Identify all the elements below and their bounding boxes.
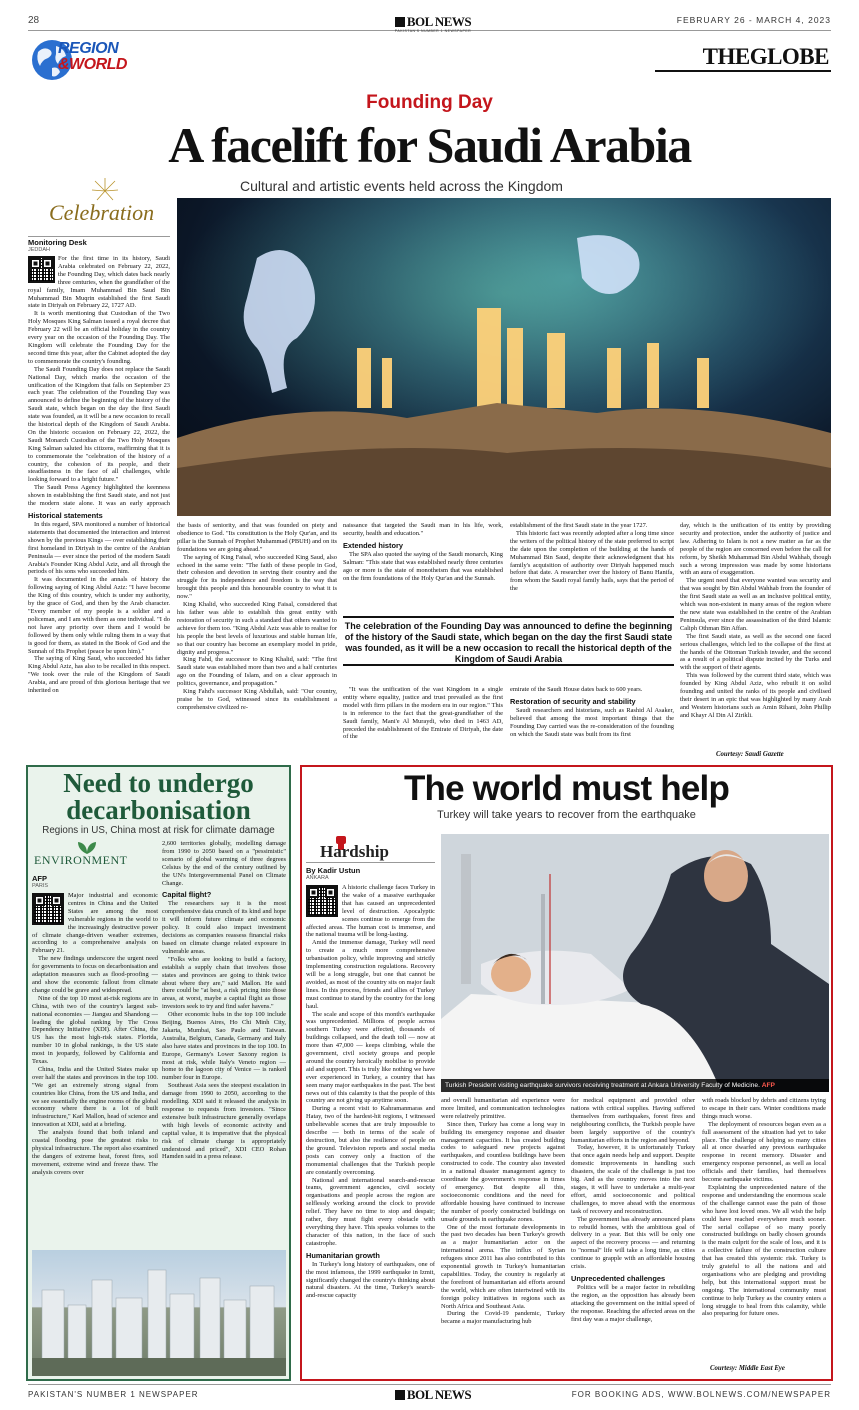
paragraph: The researchers say it is the most comprehensive data crunch of its kind and hope it will inform future climate and economic policy. It could also impact investment decisions as companies reassess financial risks based on climate change related exposure in vulnerable areas. xyxy=(162,900,286,955)
paragraph: Since then, Turkey has come a long way in building its emergency response and disaster management capacities. It has created building codes to safeguard new projects against earthquakes, and countless buildings have been constructed to code. The country also invested in a national disaster management agency to coordinate the government's response in times of emergency. But despite all this, socioeconomic conditions and the need for affordable housing have continued to increase the number of poorly constructed buildings on unsafe grounds in earthquake zones. xyxy=(441,1120,565,1223)
hardship-label: Hardship xyxy=(320,842,389,861)
story1-col2 xyxy=(177,522,337,762)
paragraph: The first Saudi state, as well as the second one faced serious challenges, which led to the collapse of the first at the hands of the Ottoman Turkish invader, and the second as a result of a political dispute incited by the Turks and with the support of their agents. xyxy=(680,632,831,672)
paragraph: Nine of the top 10 most at-risk regions are in China, with two of the country's largest sub-national economies — Jiangsu and Shandong — leading the global ranking by The Cross Dependency Initiative (XDI). After China, the US has the most high-risk states. Florida, number 10 in global rankings, is the US state most in jeopardy, followed by California and Texas. xyxy=(32,994,158,1066)
photo-caption: Turkish President visiting earthquake survivors receiving treatment at Ankara University Faculty of Medicine. xyxy=(445,1082,760,1089)
paragraph: the basis of seniority, and that was founded on piety and obedience to God. "Its constitution is the Holy Qur'an, and its pillar is the Sunnah of Prophet Muhammad (PBUH) and on its foundations we are going ahead." xyxy=(177,522,337,553)
footer-brand-name: BOL NEWS xyxy=(406,1387,472,1402)
paragraph: Saudi researchers and historians, such as Rashid Al Asaker, believed that among the most important things that the Founding Day carried was the re-consideration of the founding on which the Saudi state was built from its first xyxy=(510,706,674,738)
story3-subhead: Turkey will take years to recover from the earthquake xyxy=(437,809,696,821)
paragraph: This was followed by the current third state, which was founded by King Abdul Aziz, who rebuilt it on solid founding and united the ranks of its people and civilised their desert in an epic that was highlighted by many Arab and Western historians such as Amin Rihani, John Phillip and Khayr Al Din Al Zirikli. xyxy=(680,672,831,719)
paragraph: King Khalid, who succeeded King Faisal, considered that his father was able to establish this great entity with restoration of security in such a standard that others wanted to achieve for them too. "King Abdul Aziz was able to realise for his people the best levels of luxurious and stable human life, so that our country has become an exemplary model in pride, dignity and progress." xyxy=(177,601,337,656)
section-globe xyxy=(703,44,829,70)
paragraph: The government has already announced plans to rebuild homes, with the ambitious goal of delivery in a year. But this will be only one aspect of the recovery process — and returning to "normal" life will take a long time, as cities continue to grapple with an affordable housing crisis. xyxy=(571,1215,695,1271)
story1-col1-top xyxy=(28,255,170,509)
story1-col4b xyxy=(510,686,674,762)
story1-byline: Monitoring Desk xyxy=(28,238,87,247)
paragraph: For the first time in its history, Saudi Arabia celebrated on February 22, 2022, the Founding Day, which dates back nearly three centuries, when the grandfather of the royal family, Imam Muhammad Bin Saud Bin Muhammad Bin Muqrin established the first Saudi state in Diriyah on February 22, 1727 AD. xyxy=(28,255,170,310)
paragraph: "Folks who are looking to build a factory, establish a supply chain that involves those states and provinces are going to think twice about where they are," said Mallon. He said there could be "at best, a risk pricing into those areas, at worst, maybe a capital flight as those investors seek to try and find safer havens." xyxy=(162,955,286,1011)
paragraph: During the Covid-19 pandemic, Turkey became a major manufacturing hub xyxy=(441,1310,565,1326)
page-number: 28 xyxy=(28,15,40,26)
paragraph: The new findings underscore the urgent need for governments to focus on decarbonisation and adaptation measures such as flood-proofing — and show the economic fallout from climate change could be grave and widespread. xyxy=(32,955,158,994)
subheading: Unprecedented challenges xyxy=(571,1273,666,1283)
story2-col1 xyxy=(32,892,158,1248)
subheading: Historical statements xyxy=(28,511,103,520)
story3-headline: The world must help xyxy=(403,769,730,808)
paragraph: The deployment of resources began even as a full assessment of the situation had yet to take place. The challenge of helping so many cities all at once dwarfed any previous earthquake response in recent memory. Disaster and emergency response personnel, as well as local officials and their families, had themselves become earthquake victims. xyxy=(702,1120,826,1184)
city-photo xyxy=(32,1250,286,1376)
section-title-region: REGION xyxy=(58,40,119,57)
paragraph: The Saudi Founding Day does not replace the Saudi National Day, which marks the occasion of the unification of the Kingdom that falls on September 23 each year. The celebration of the Founding Day was announced to define the beginning of the history of the Saudi state, which began on the day the first Saudi state was founded, as it will be a new occasion to recall the historical depth of the Kingdom of Saudi Arabia. On the historic occasion on February 22, 2022, the Saudi Monarch Custodian of the Two Holy Mosques King Salman saluted his citizens, reaffirming that it is to commemorate the "celebration of the history of a country, the cohesion of its people, and their steadfastness in the face of all challenges, while looking forward to a bright future." xyxy=(28,365,170,484)
paragraph: The Saudi Press Agency highlighted the keenness shown in establishing the first Saudi state, and not just the modern state alone. It was an early approach xyxy=(28,484,170,508)
issue-date: FEBRUARY 26 - MARCH 4, 2023 xyxy=(676,15,831,25)
paragraph: In this regard, SPA monitored a number of historical statements that documented the interaction and interest shown by the previous Kings — over establishing their first homeland in Diriyah in the centre of the Arabian Peninsula — ever since the period of the modern Saudi Arabia's Founder King Abdul Aziz, and all through the periods of his sons who succeeded him. xyxy=(28,521,170,576)
story1-courtesy: Courtesy: Saudi Gazette xyxy=(716,751,784,758)
paragraph: Other economic hubs in the top 100 include Beijing, Buenos Aires, Ho Chi Minh City, Jakarta, Mumbai, Sao Paulo and Taiwan. Australia, Belgium, Canada, Germany and Italy also have states and provinces in the top 100. In Europe, Germany's Lower Saxony region is most at risk, while Italy's Veneto region — home to the lagoon city of Venice — is ranked number four in Europe. xyxy=(162,1011,286,1082)
paragraph: Explaining the unprecedented nature of the response and understanding the enormous scale of the challenge cannot ease the pain of those who have lost loved ones. We all wish the help could have reached everywhere much sooner. The serial collapse of so many poorly constructed buildings on badly chosen grounds is the main culprit for the scale of loss, and it is a collective failure of the construction culture that has created this systemic risk. Turkey is truly grateful to all the nations and aid organisations who are pledging and providing help, but this international support must be ongoing. The international community must continue to help Turkey as the country enters a long struggle to heal from this calamity, while also preparing for future ones. xyxy=(702,1183,826,1318)
president-visit-image xyxy=(441,834,829,1092)
story2-byline: AFP xyxy=(32,874,47,883)
photo-caption-bar xyxy=(441,1079,829,1092)
section-title-world: &WORLD xyxy=(58,56,127,73)
globe-rule xyxy=(655,70,831,72)
story2-headline-line2: decarbonisation xyxy=(66,795,251,825)
footer-rule xyxy=(28,1384,831,1385)
story1-col5 xyxy=(680,522,831,750)
paragraph: During a recent visit to Kahramanmaras and Hatay, two of the hardest-hit regions, I witnessed unbelievable scenes that are truly impossible to describe — both in terms of the scale of destruction, but also the resilience of people on the ground. Television reports and social media posts can convey only a fraction of the monumental challenges that the Turkish people are constantly overcoming. xyxy=(306,1105,435,1176)
paragraph: This historic fact was recently adopted after a long time since the writers of the political history of the state preferred to script the date upon the completion of the building at the hands of Muhammad Bin Saud, despite their acknowledgment that his family's acquisition of authority over Diriyah happened much before that date. A researcher over the history of Banu Hanifa, from whom the Saudi royal family hails, says that the period of the xyxy=(510,529,674,593)
story1-col3c xyxy=(343,686,503,762)
paragraph: with roads blocked by debris and citizens trying to escape in their cars. Winter conditions made things much worse. xyxy=(702,1097,826,1120)
skyline-image xyxy=(32,1250,286,1376)
brand-logo-icon xyxy=(395,17,405,27)
hospital-photo xyxy=(441,834,829,1092)
globe-the: THE xyxy=(702,44,750,69)
paragraph: It is worth mentioning that Custodian of the Two Holy Mosques King Salman issued a royal decree that February 22 will be an official holiday in the country every year on the occasion of the Founding Day. The Kingdom will celebrate the Founding Day for the second time this year, after the Cabinet adopted the day to commemorate the country's founding. xyxy=(28,310,170,365)
paragraph: A historic challenge faces Turkey in the wake of a massive earthquake that has caused an unprecedented level of destruction. Apocalyptic scenes continue to emerge from the affected areas. The human cost is immense, and the national trauma will be long-lasting. xyxy=(306,884,435,939)
paragraph: establishment of the first Saudi state in the year 1727. xyxy=(510,522,648,529)
leaf-icon xyxy=(74,840,100,854)
paragraph: naissance that targeted the Saudi man in his life, work, security, health and education." xyxy=(343,522,503,537)
paragraph: The saying of King Saud, who succeeded his father King Abdul Aziz, has also to be recalled in this respect. "We took over the rule of the Kingdom of Saudi Arabia, and are proud of this glorious heritage that we inherited on xyxy=(28,655,170,695)
story3-col4 xyxy=(702,1097,826,1365)
story3-dateline: ANKARA xyxy=(306,875,329,881)
paragraph: It was documented in the annals of history the following saying of King Abdul Aziz: "I have become the King of this country, which is under my authority, by the grace of God, and then by the Arab character. "Every member of my people is a soldier and a policeman, and I am with them as one individual. "I do not have any priority over them and I would be followed by them only while ruling them in a way that is good for them, as stated in the Book of God and the Sunnah of His Prophet (peace be upon him)." xyxy=(28,576,170,655)
story2-col2 xyxy=(162,840,286,1248)
paragraph: day, which is the unification of its entity by providing security and protection, under the authority of justice and law. Adhering to Islam is not a new matter as far as the people of the region are concerned even before the call for reform, by Sheikh Muhammad Bin Abdul Wahhab, though such a wrong impression was made by some historians with an aura of exaggeration. xyxy=(680,522,831,577)
paragraph: The saying of King Faisal, who succeeded King Saud, also echoed in the same vein: "The faith of these people in God, their cohesion and devotion in serving their country and the struggle for its independence and freedom is the way that brought this people and this honourable country to what it is now." xyxy=(177,553,337,601)
subheading: Capital flight? xyxy=(162,890,212,900)
paragraph: and overall humanitarian aid experience were more limited, and communication technologies were relatively primitive. xyxy=(441,1097,565,1120)
paragraph: The SPA also quoted the saying of the Saudi monarch, King Salman: "This state that was established nearly three centuries ago or more is the state of monotheism that was established on the firm foundations of the Holy Qur'an and the Sunnah. xyxy=(343,550,503,582)
story3-courtesy: Courtesy: Middle East Eye xyxy=(710,1365,785,1372)
paragraph: National and international search-and-rescue teams, government agencies, civil society organisations and people across the region are selflessly working around the clock to provide relief. They have no time to stop and despair; rather, they must fight every obstacle with everything they have. This speaks volumes to the character of this nation, in the face of such catastrophe. xyxy=(306,1176,435,1247)
story3-col2 xyxy=(441,1097,565,1377)
story1-col3 xyxy=(343,522,503,622)
story1-col1-bottom xyxy=(28,511,170,761)
subheading: Restoration of security and stability xyxy=(510,696,636,706)
celebration-badge xyxy=(35,176,165,232)
drone-show-image xyxy=(177,198,831,516)
paragraph: The scale and scope of this month's earthquake was unprecedented. Millions of people across southern Turkey were affected, thousands of buildings collapsed, and the death toll — now at more than 47,000 — keeps climbing, while the government, civil society groups and people around the country heroically mobilise to provide aid and support. This is truly like nothing we have ever experienced in Turkey, a country that has seen many major earthquakes in the past. The best news out of this calamity is that the people of this country are not giving up anytime soon. xyxy=(306,1010,435,1105)
pull-quote: The celebration of the Founding Day was announced to define the beginning of the history of the Saudi state, which began on the day the first Saudi state was founded, as it will be a new occasion to recall the historical depth of the Kingdom of Saudi Arabia xyxy=(344,621,673,664)
story1-kicker: Founding Day xyxy=(366,92,493,113)
environment-label: ENVIRONMENT xyxy=(34,853,128,867)
celebration-label: Celebration xyxy=(49,200,155,225)
paragraph: The urgent need that everyone wanted was security and that was sought by Bin Abdul Wahhab from the founder of the first Saudi state as well as an inclusive political entity, which was non-existent in many areas of the region where the new state was established in the centre of the Arabian Peninsula, ever since the assassination of the third Islamic Caliph Othman Bin Affan. xyxy=(680,577,831,632)
footer-left: PAKISTAN'S NUMBER 1 NEWSPAPER xyxy=(28,1390,199,1399)
environment-badge xyxy=(32,840,137,872)
paragraph: Southeast Asia sees the steepest escalation in damage from 1990 to 2050, according to the modelling. XDI said it released the analysis in response to requests from investors. "Since extensive built infrastructure generally overlaps with high levels of economic activity and capital value, it is imperative that the physical risk of climate change is appropriately understood and priced", XDI CEO Rohan Hamden said in a press release. xyxy=(162,1082,286,1161)
section-logo xyxy=(30,36,170,84)
story3-col3 xyxy=(571,1097,695,1377)
story2-headline-line1: Need to undergo xyxy=(63,768,254,798)
story1-dateline: JEDDAH xyxy=(28,247,51,253)
paragraph: Today, however, it is unfortunately Turkey that once again needs help and support. Despite domestic improvements in handling such disasters, the scale of the challenge is just too big. And as the country moves into the next stages, it will have to undertake a multi-year effort, amid socioeconomic and political challenges, to move ahead with the enormous task of recovery and reconstruction. xyxy=(571,1144,695,1215)
footer-logo-icon xyxy=(395,1390,405,1400)
story2-headline xyxy=(26,770,291,824)
paragraph: Politics will be a major factor in rebuilding the region, as the opposition has already been attacking the government on the initial speed of the response. Reaching the affected areas on the first day was a major challenge, xyxy=(571,1283,695,1323)
paragraph: for medical equipment and provided other nations with critical supplies. Having suffered themselves from earthquakes, forest fires and neighbouring conflicts, the Turkish people have been largely supportive of the country's humanitarian efforts in the region and beyond. xyxy=(571,1097,695,1144)
story1-headline: A facelift for Saudi Arabia xyxy=(168,117,691,173)
story3-col1 xyxy=(306,884,435,1376)
header-brand xyxy=(383,13,483,33)
paragraph: One of the most fortunate developments in the past two decades has been Turkey's growth as a major humanitarian actor on the international arena. The influx of Syrian refugees since 2011 has also contributed to this exponential growth in Turkey's humanitarian capabilities. Today, the country is regularly at the forefront of humanitarian aid efforts around the world, which are often intertwined with its foreign policy initiatives in regions such as North Africa and Southeast Asia. xyxy=(441,1223,565,1310)
footer-brand xyxy=(383,1386,483,1404)
pull-quote-box xyxy=(343,616,674,666)
paragraph: King Fahd, the successor to King Khalid, said: "The first Saudi state was established more than two and a half centuries ago on the Founding of Islam, and on a clear approach in politics, governance, and propagation." xyxy=(177,656,337,688)
paragraph: emirate of the Saudi House dates back to 600 years. xyxy=(510,686,643,693)
story3-byline: By Kadir Ustun xyxy=(306,866,361,875)
story3-byline-rule xyxy=(306,862,435,863)
paragraph: 2,600 territories globally, modelling damage from 1990 to 2050 based on a "pessimistic" scenario of global warming of three degrees Celsius by the end of the century outlined by the UN's Intergovernmental Panel on Climate Change. xyxy=(162,840,286,887)
footer-right[interactable]: FOR BOOKING ADS, WWW.BOLNEWS.COM/NEWSPAPER xyxy=(571,1390,831,1399)
subheading: Humanitarian growth xyxy=(306,1250,380,1260)
photo-credit: AFP xyxy=(761,1082,775,1089)
paragraph: The analysis found that both inland and coastal flooding pose the greatest risks to physical infrastructure. The report also examined the dangers of extreme heat, forest fires, soil movement, extreme wind and freeze thaw. The analysis covers over xyxy=(32,1129,158,1176)
paragraph: Amid the immense damage, Turkey will need to create a much more comprehensive urbanisation policy, while improving and strictly implementing construction regulations. Recovery will be a long struggle, but one that cannot be avoided, as most of the country sits on major fault lines. In this process, friends and allies of Turkey must continue to stand by the country for the long haul. xyxy=(306,939,435,1010)
story2-subhead: Regions in US, China most at risk for climate damage xyxy=(42,825,275,836)
brand-name: BOL NEWS xyxy=(406,14,472,29)
paragraph: In Turkey's long history of earthquakes, one of the most infamous, the 1999 earthquake in Izmit, significantly changed the country's thinking about natural disasters. At the time, Turkey's search-and-rescue capacity xyxy=(306,1260,435,1300)
paragraph: China, India and the United States make up over half the states and provinces in the top 100. "We get an extremely strong signal from countries like China, from the US and India, and we see essentially the engine rooms of the global economy where there is a lot of built infrastructure," Karl Mallon, head of science and innovation at XDI, said at a briefing. xyxy=(32,1065,158,1129)
subheading: Extended history xyxy=(343,540,403,550)
story1-col4 xyxy=(510,522,674,622)
hardship-badge xyxy=(316,834,426,864)
brand-tagline: PAKISTAN'S NUMBER 1 NEWSPAPER xyxy=(394,29,472,33)
story2-dateline: PARIS xyxy=(32,883,49,889)
festival-photo xyxy=(177,198,831,516)
story1-subhead: Cultural and artistic events held across the Kingdom xyxy=(240,178,563,194)
paragraph: "It was the unification of the vast Kingdom in a single entity where equality, justice and trust prevailed as the first model with firm pillars in the modern era in our region." This is in reference to the fact that the great-grandfather of the Saudi family, Mani'e Al Muraydi, who died in 1463 AD, preceded the establishment of the Emirate of Diriyah, the date of the xyxy=(343,686,503,741)
story1-byline-rule xyxy=(28,236,170,237)
paragraph: King Fahd's successor King Abdullah, said: "Our country, praise be to God, witnessed since its establishment a comprehensive civilized re- xyxy=(177,688,337,711)
paragraph: Major industrial and economic centres in China and the United States are among the most vulnerable regions in the world to the increasingly destructive power of climate change-driven weather extremes, according to a comprehensive analysis on February 21. xyxy=(32,892,158,955)
globe-word: GLOBE xyxy=(749,44,829,69)
